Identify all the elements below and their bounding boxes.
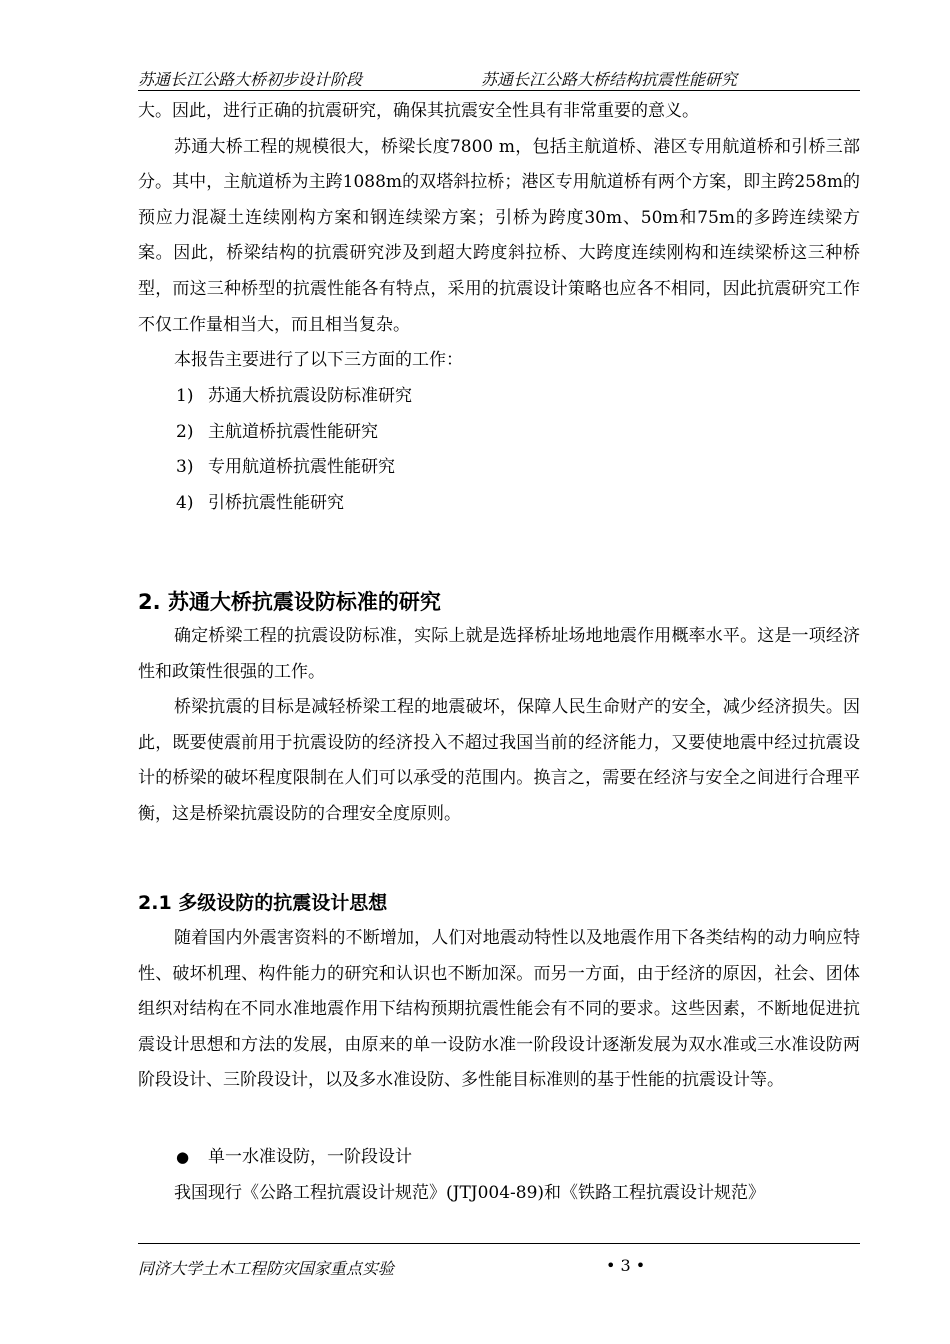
list-item-number: 3): [176, 457, 194, 478]
list-item-number: 4): [176, 492, 194, 513]
paragraph-seismic-goal: [138, 690, 860, 832]
paragraph-6: 我国现行《公路工程抗震设计规范》(JTJ004-89)和《铁路工程抗震设计规范》: [174, 1183, 766, 1203]
bullet-item: [138, 1140, 860, 1176]
page-footer: [138, 1243, 860, 1284]
list-item-text: 引桥抗震性能研究: [208, 492, 344, 513]
work-list: [138, 379, 860, 521]
list-item-text: 主航道桥抗震性能研究: [208, 421, 378, 442]
list-item: [138, 486, 860, 522]
paragraph-2: 本报告主要进行了以下三方面的工作：: [174, 350, 463, 370]
header-left-title: 苏通长江公路大桥初步设计阶段: [138, 70, 363, 89]
paragraph-3: 确定桥梁工程的抗震设防标准，实际上就是选择桥址场地地震作用概率水平。这是一项经济性和政策性很强的工作。: [138, 626, 860, 682]
list-item-number: 2): [176, 421, 194, 442]
list-item: [138, 450, 860, 486]
bullet-dot-icon: ●: [176, 1148, 190, 1166]
section-heading-2-1: 2.1 多级设防的抗震设计思想: [138, 892, 388, 914]
section-heading-2: 2. 苏通大桥抗震设防标准的研究: [138, 590, 441, 614]
bullet-list: [138, 1140, 860, 1176]
bullet-text: 单一水准设防，一阶段设计: [208, 1147, 412, 1167]
paragraph-1: 苏通大桥工程的规模很大，桥梁长度7800 m，包括主航道桥、港区专用航道桥和引桥三部分。其中，主航道桥为主跨1088m的双塔斜拉桥；港区专用航道桥有两个方案，即主跨258m的预应力混凝土连续刚构方案和钢连续梁方案；引桥为跨度30m、50m和75m的多跨连续梁方案。因此，桥梁结构的抗震研究涉及到超大跨度斜拉桥、大跨度连续刚构和连续梁桥这三种桥型，而这三种桥型的抗震性能各有特点，采用的抗震设计策略也应各不相同，因此抗震研究工作不仅工作量相当大，而且相当复杂。: [138, 136, 860, 335]
paragraph-work-intro: [138, 343, 860, 379]
paragraph-project-scale: [138, 130, 860, 344]
paragraph-current-codes: [138, 1176, 860, 1212]
paragraph-0: 大。因此，进行正确的抗震研究，确保其抗震安全性具有非常重要的意义。: [138, 101, 699, 121]
list-item: [138, 379, 860, 415]
list-item-number: 1): [176, 386, 194, 406]
footer-institution: 同济大学土木工程防灾国家重点实验: [138, 1259, 395, 1278]
paragraph-4: 桥梁抗震的目标是减轻桥梁工程的地震破坏，保障人民生命财产的安全，减少经济损失。因此，既要使震前用于抗震设防的经济投入不超过我国当前的经济能力，又要使地震中经过抗震设计的桥梁的破坏程度限制在人们可以承受的范围内。换言之，需要在经济与安全之间进行合理平衡，这是桥梁抗震设防的合理安全度原则。: [138, 697, 860, 824]
paragraph-design-evolution: [138, 921, 860, 1099]
list-item-text: 专用航道桥抗震性能研究: [208, 457, 395, 478]
page-header: [138, 64, 860, 91]
list-item: [138, 415, 860, 451]
paragraph-5: 随着国内外震害资料的不断增加，人们对地震动特性以及地震作用下各类结构的动力响应特性、破坏机理、构件能力的研究和认识也不断加深。而另一方面，由于经济的原因，社会、团体组织对结构在不同水准地震作用下结构预期抗震性能会有不同的要求。这些因素，不断地促进抗震设计思想和方法的发展，由原来的单一设防水准一阶段设计逐渐发展为双水准或三水准设防两阶段设计、三阶段设计，以及多水准设防、多性能目标准则的基于性能的抗震设计等。: [138, 928, 860, 1091]
page-number: • 3 •: [606, 1256, 646, 1275]
paragraph-continuation: [138, 94, 860, 130]
paragraph-standard-definition: [138, 619, 860, 690]
header-right-title: 苏通长江公路大桥结构抗震性能研究: [481, 70, 738, 89]
list-item-text: 苏通大桥抗震设防标准研究: [208, 386, 412, 406]
